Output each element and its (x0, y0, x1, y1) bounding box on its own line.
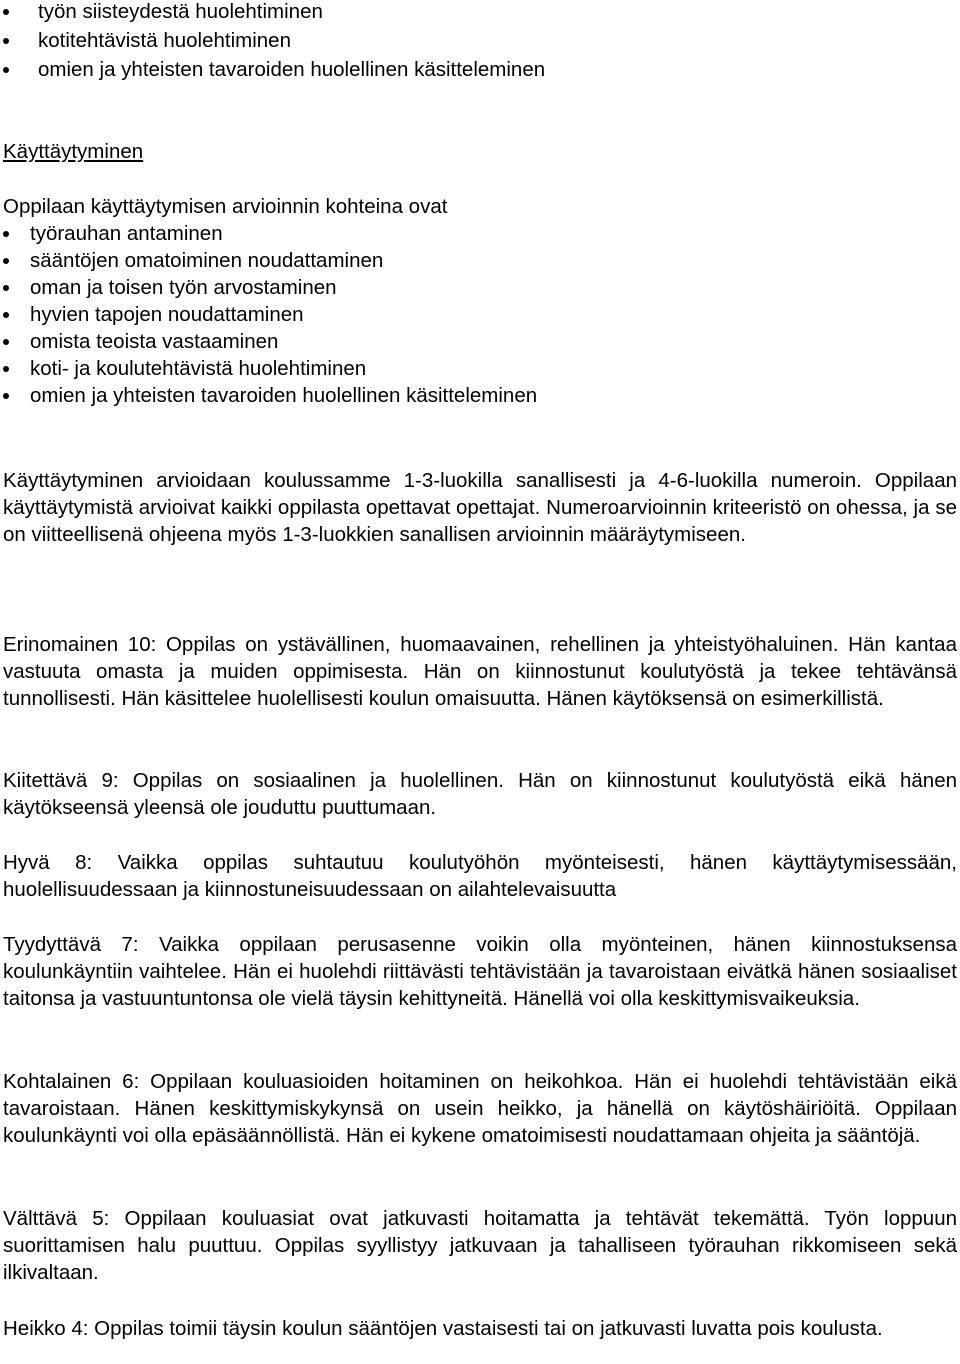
list-item-text: työn siisteydestä huolehtiminen (38, 0, 323, 23)
list-item (0, 303, 537, 330)
bullet-icon (3, 366, 9, 372)
list-item (0, 357, 537, 384)
bullet-icon (3, 67, 9, 73)
bullet-icon (3, 9, 9, 15)
list-item-text: omien ja yhteisten tavaroiden huolellinen käsitteleminen (38, 58, 546, 81)
list-item (0, 330, 537, 357)
list-item-text: hyvien tapojen noudattaminen (30, 303, 304, 326)
bullet-icon (3, 285, 9, 291)
section-heading: Käyttäytyminen (3, 140, 144, 163)
list-item-text: työrauhan antaminen (30, 222, 223, 245)
grade-8-criteria: Hyvä 8: Vaikka oppilas suhtautuu koulutyöhön myönteisesti, hänen käyttäytymisessään, huolellisuudessaan ja kiinnostuneisuudessaan on ailahtelevaisuutta (3, 851, 957, 902)
top-bullet-list (0, 0, 545, 87)
bullet-icon (3, 231, 9, 237)
list-item (0, 0, 545, 29)
bullet-icon (3, 312, 9, 318)
grade-6-criteria: Kohtalainen 6: Oppilaan kouluasioiden hoitaminen on heikohkoa. Hän ei huolehdi tehtävistään eikä tavaroistaan. Hänen keskittymiskykynsä on usein heikko, ja hänellä on käytöshäiriöitä. Oppilaan koulunkäynti voi olla epäsäännöllistä. Hän ei kykene omatoimisesti noudattamaan ohjeita ja sääntöjä. (3, 1070, 957, 1148)
list-item (0, 222, 537, 249)
list-item-text: kotitehtävistä huolehtiminen (38, 29, 291, 52)
bullet-icon (3, 258, 9, 264)
section-intro: Oppilaan käyttäytymisen arvioinnin kohteina ovat (3, 195, 448, 218)
grade-5-criteria: Välttävä 5: Oppilaan kouluasiat ovat jatkuvasti hoitamatta ja tehtävät tekemättä. Työn loppuun suorittamisen halu puuttuu. Oppilas syyllistyy jatkuvaan ja tahalliseen työrauhan rikkomiseen sekä ilkivaltaan. (3, 1207, 957, 1285)
list-item (0, 276, 537, 303)
list-item (0, 29, 545, 58)
list-item (0, 58, 545, 87)
list-item-text: koti- ja koulutehtävistä huolehtiminen (30, 357, 367, 380)
grade-7-criteria: Tyydyttävä 7: Vaikka oppilaan perusasenne voikin olla myönteinen, hänen kiinnostuksensa koulunkäyntiin vaihtelee. Hän ei huolehdi riittävästi tehtävistään ja tavaroistaan eivätkä hänen sosiaaliset taitonsa ja vastuuntuntonsa ole vielä täysin kehittyneitä. Hänellä voi olla keskittymisvaikeuksia. (3, 933, 957, 1011)
list-item-text: oman ja toisen työn arvostaminen (30, 276, 337, 299)
grade-9-criteria: Kiitettävä 9: Oppilas on sosiaalinen ja huolellinen. Hän on kiinnostunut koulutyöstä eikä hänen käytökseensä yleensä ole jouduttu puuttumaan. (3, 769, 957, 820)
list-item-text: sääntöjen omatoiminen noudattaminen (30, 249, 384, 272)
assessment-description: Käyttäytyminen arvioidaan koulussamme 1-3-luokilla sanallisesti ja 4-6-luokilla numeroin. Oppilaan käyttäytymistä arvioivat kaikki oppilasta opettavat opettajat. Numeroarvioinnin kriteeristö on ohessa, ja se on viitteellisenä ohjeena myös 1-3-luokkien sanallisen arvioinnin määräytymiseen. (3, 469, 957, 547)
list-item (0, 249, 537, 276)
grade-4-criteria: Heikko 4: Oppilas toimii täysin koulun sääntöjen vastaisesti tai on jatkuvasti luvatta pois koulusta. (3, 1317, 883, 1340)
list-item (0, 384, 537, 411)
bullet-icon (3, 339, 9, 345)
bullet-icon (3, 393, 9, 399)
list-item-text: omista teoista vastaaminen (30, 330, 279, 353)
behavior-bullet-list (0, 222, 537, 411)
grade-10-criteria: Erinomainen 10: Oppilas on ystävällinen, huomaavainen, rehellinen ja yhteistyöhaluinen. Hän kantaa vastuuta omasta ja muiden oppimisesta. Hän on kiinnostunut koulutyöstä ja tekee tehtävänsä tunnollisesti. Hän käsittelee huolellisesti koulun omaisuutta. Hänen käytöksensä on esimerkillistä. (3, 633, 957, 711)
bullet-icon (3, 38, 9, 44)
list-item-text: omien ja yhteisten tavaroiden huolellinen käsitteleminen (30, 384, 538, 407)
